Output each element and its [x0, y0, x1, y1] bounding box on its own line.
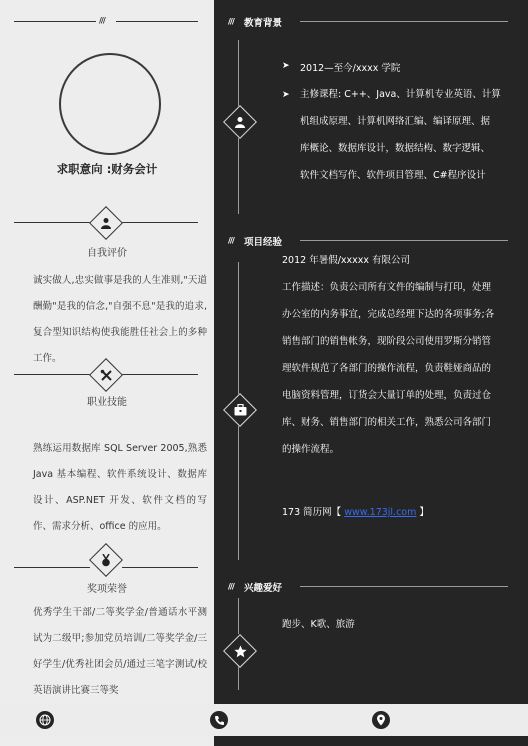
awards-title: 奖项荣誉 [87, 584, 127, 595]
person-icon [225, 107, 255, 137]
header-slashes: /// [99, 16, 105, 25]
user-icon [91, 208, 121, 238]
bullet-icon: ➤ [282, 61, 290, 71]
hobbies-heading: 兴趣爱好 [244, 583, 283, 594]
timeline-segment [238, 138, 239, 214]
profile-photo [59, 53, 161, 155]
header-rule-right [116, 21, 198, 22]
education-rule [300, 21, 508, 22]
hobbies-rule [300, 586, 508, 587]
education-heading: 教育背景 [244, 18, 283, 29]
projects-slashes: /// [228, 236, 234, 245]
education-slashes: /// [228, 17, 234, 26]
project-line: 办公室的内务事宜，完成总经理下达的各项事务;各 [282, 309, 495, 320]
project-line: 销售部门的销售帐务，现阶段公司使用罗斯分销管 [282, 336, 492, 347]
awards-rule-right [122, 567, 198, 568]
self-eval-title: 自我评价 [87, 248, 127, 259]
project-line: 理软件规范了各部门的操作流程，负责鞋娅商品的 [282, 363, 492, 374]
bullet-icon: ➤ [282, 90, 290, 100]
timeline-segment [238, 598, 239, 634]
courses-line: 软件文档写作、软件项目管理、C#程序设计 [300, 170, 486, 181]
skills-rule-left [14, 374, 90, 375]
source-suffix: 】 [419, 507, 429, 518]
project-line: 库、财务、销售部门的相关工作，熟悉公司各部门 [282, 417, 492, 428]
location-icon[interactable] [372, 711, 390, 729]
timeline-segment [238, 262, 239, 394]
skills-text: 熟练运用数据库 SQL Server 2005,熟悉 Java 基本编程、软件系统设计、数据库设计、ASP.NET 开发、软件文档的写作、需求分析、office 的应用。 [33, 443, 207, 532]
header-rule-left [14, 21, 96, 22]
briefcase-icon [225, 395, 255, 425]
contact-footer [0, 704, 528, 736]
source-link[interactable]: www.173jl.com [344, 507, 417, 518]
medal-icon [91, 545, 121, 575]
skills-title: 职业技能 [87, 397, 127, 408]
skills-rule-right [122, 374, 198, 375]
timeline-segment [238, 40, 239, 106]
self-eval-text: 诚实做人,忠实做事是我的人生准则,"天道酬勤"是我的信念,"自强不息"是我的追求,复合型知识结构使我能胜任社会上的多种工作。 [33, 275, 207, 364]
source-prefix: 173 简历网【 [282, 507, 342, 518]
hobbies-slashes: /// [228, 582, 234, 591]
tools-icon [91, 360, 121, 390]
self-eval-rule-left [14, 222, 90, 223]
projects-heading: 项目经验 [244, 237, 283, 248]
project-line: 2012 年暑假/xxxxx 有限公司 [282, 255, 411, 266]
timeline-segment [238, 666, 239, 690]
education-courses [300, 81, 510, 189]
projects-body [282, 247, 506, 463]
awards-text: 优秀学生干部/二等奖学金/普通话水平测试为二级甲;参加党员培训/二等奖学金/三好学生/优秀社团会员/通过三笔字测试/校英语演讲比赛三等奖 [33, 607, 207, 696]
projects-rule [300, 240, 508, 241]
star-icon [225, 636, 255, 666]
courses-line: 主修课程: C++、Java、计算机专业英语、计算 [300, 89, 501, 100]
education-line1: 2012—至今/xxxx 学院 [300, 63, 401, 74]
awards-rule-left [14, 567, 90, 568]
job-objective: 求职意向 :财务会计 [56, 162, 158, 176]
project-line: 工作描述：负责公司所有文件的编制与打印，处理 [282, 282, 492, 293]
timeline-segment [238, 426, 239, 560]
self-eval-rule-right [122, 222, 198, 223]
hobbies-text: 跑步、K歌、旅游 [282, 619, 355, 630]
courses-line: 库概论、数据库设计，数据结构、数字逻辑、 [300, 143, 491, 154]
courses-line: 机组成原理、计算机网络汇编、编译原理、据 [300, 116, 491, 127]
globe-icon[interactable] [36, 711, 54, 729]
phone-icon[interactable] [210, 711, 228, 729]
project-line: 的操作流程。 [282, 444, 340, 455]
project-line: 电脑资料管理，订货会大量订单的处理，负责过仓 [282, 390, 492, 401]
source-line [282, 504, 429, 518]
